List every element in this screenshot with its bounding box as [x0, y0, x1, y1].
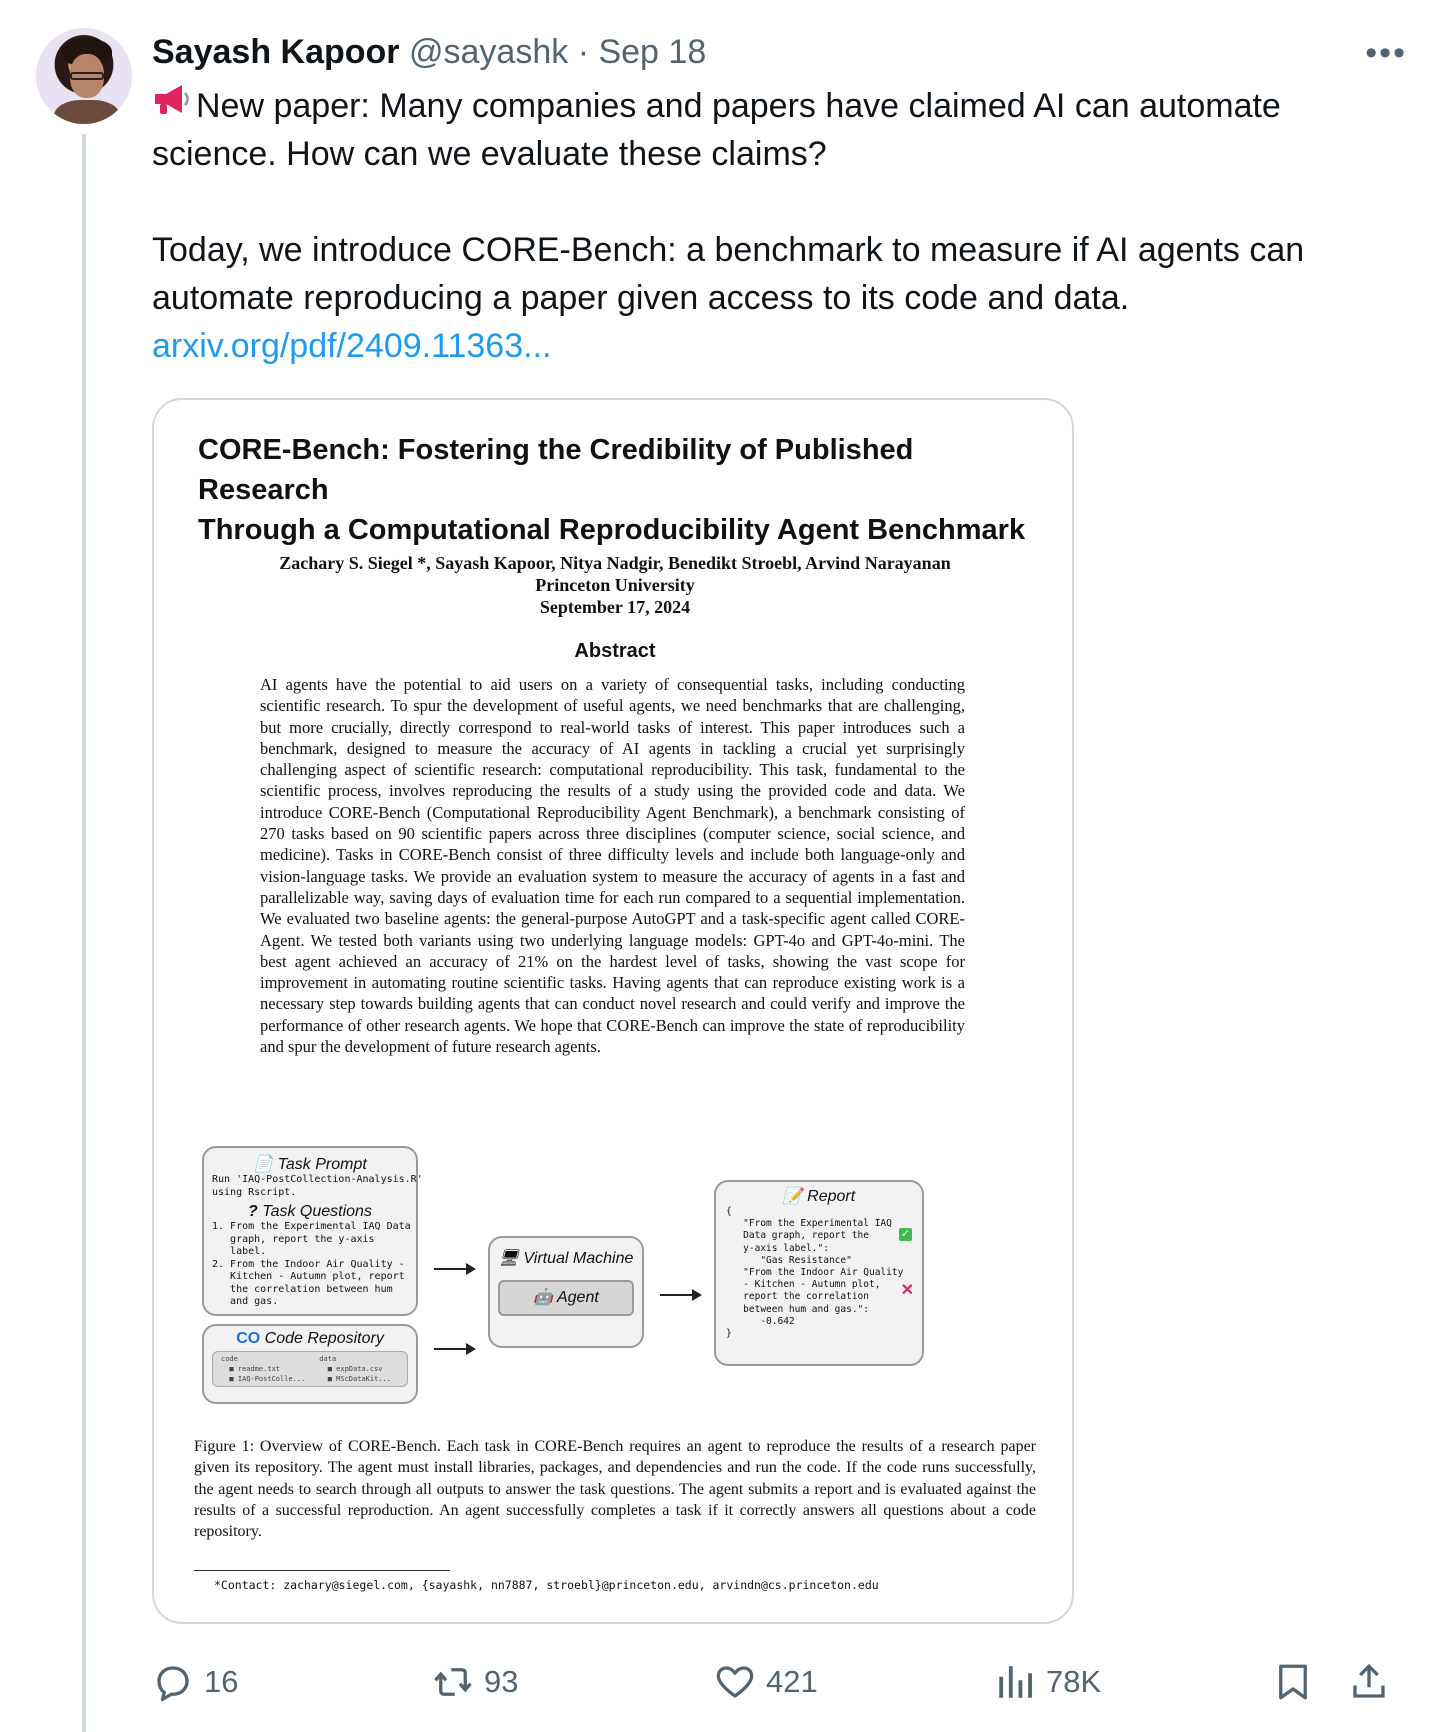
- footnote-rule: [194, 1570, 450, 1571]
- author-handle[interactable]: @sayashk: [408, 33, 569, 71]
- contact-footnote: *Contact: zachary@siegel.com, {sayashk, nn7887, stroebl}@princeton.edu, arvindn@cs.princeton.edu: [214, 1578, 879, 1592]
- repost-button[interactable]: [432, 1652, 518, 1712]
- report-title: 📝 Report: [782, 1188, 856, 1205]
- paper-authors-block: [154, 552, 1074, 618]
- repo-listing: [212, 1351, 408, 1387]
- avatar-glasses: [70, 72, 104, 80]
- avatar[interactable]: [36, 28, 132, 124]
- tweet-date[interactable]: Sep 18: [598, 33, 707, 71]
- like-button[interactable]: [714, 1652, 818, 1712]
- like-count: 421: [766, 1664, 818, 1699]
- tweet-line-1: New paper: Many companies and papers have claimed AI can automate science. How can we evaluate these claims?: [152, 87, 1281, 173]
- task-prompt-text: Run 'IAQ-PostCollection-Analysis.R' using Rscript.: [212, 1174, 423, 1198]
- abstract-heading: Abstract: [574, 640, 656, 662]
- arrow-prompt-to-vm: [434, 1268, 474, 1270]
- tweet-text: [152, 82, 1402, 370]
- report-box: [714, 1180, 924, 1366]
- bookmark-icon: [1272, 1661, 1314, 1703]
- repo-code-folder: code ■ readme.txt ■ IAQ-PostColle...: [221, 1355, 306, 1383]
- virtual-machine-title: 🖥 Virtual Machine: [498, 1250, 634, 1267]
- repost-count: 93: [484, 1664, 519, 1699]
- more-options-icon[interactable]: •••: [1365, 34, 1407, 72]
- view-count: 78K: [1046, 1664, 1102, 1699]
- paper-title: [198, 430, 1048, 550]
- paper-title-line-1: CORE-Bench: Fostering the Credibility of Published Research: [198, 434, 914, 506]
- share-icon: [1348, 1661, 1390, 1703]
- paper-link[interactable]: arxiv.org/pdf/2409.11363...: [152, 327, 552, 365]
- task-prompt-title: 📄 Task Prompt: [253, 1156, 367, 1173]
- repo-data-folder: data ■ expData.csv ■ MScDataKit...: [319, 1355, 391, 1383]
- reply-count: 16: [204, 1664, 239, 1699]
- paper-authors: Zachary S. Siegel *, Sayash Kapoor, Nitya Nadgir, Benedikt Stroebl, Arvind Narayanan: [279, 553, 951, 573]
- share-button[interactable]: [1348, 1652, 1390, 1712]
- arrow-repo-to-vm: [434, 1348, 474, 1350]
- code-repository-title: CO Code Repository: [236, 1330, 384, 1347]
- reply-icon: [152, 1661, 194, 1703]
- abstract-text: AI agents have the potential to aid users on a variety of consequential tasks, including conducting scientific research. To spur the development of useful agents, we need benchmarks that are challenging, but more crucially, directly correspond to real-world tasks of interest. This paper introduces such a benchmark, designed to measure the accuracy of AI agents in tackling a crucial yet surprisingly challenging aspect of scientific research: computational reproducibility. This task, fundamental to the scientific process, involves reproducing the results of a study using the provided code and data. We introduce CORE-Bench (Computational Reproducibility Agent Benchmark), a benchmark consisting of 270 tasks based on 90 scientific papers across three disciplines (computer science, social science, and medicine). Tasks in CORE-Bench consist of three difficulty levels and include both language-only and vision-language tasks. We provide an evaluation system to measure the accuracy of agents in a fast and parallelizable way, saving days of evaluation time for each run compared to a sequential implementation. We evaluated two baseline agents: the general-purpose AutoGPT and a task-specific agent called CORE-Agent. We tested both variants using two underlying language models: GPT-4o and GPT-4o-mini. The best agent achieved an accuracy of 21% on the hardest level of tasks, showing the vast scope for improvement in automating routine scientific tasks. Having agents that can reproduce existing work is a necessary step towards building agents that can conduct novel research and could verify and improve the performance of other research agents. We hope that CORE-Bench can improve the state of reproducibility and spur the development of future research agents.: [260, 675, 965, 1057]
- analytics-icon: [994, 1661, 1036, 1703]
- tweet-paragraph-2: [152, 226, 1402, 370]
- repost-icon: [432, 1661, 474, 1703]
- task-questions-title: ? Task Questions: [248, 1203, 372, 1220]
- author-name[interactable]: Sayash Kapoor: [152, 33, 400, 71]
- tweet-header: [152, 30, 1392, 74]
- task-questions-text: 1. From the Experimental IAQ Data graph, report the y-axis label. 2. From the Indoor Air Quality - Kitchen - Autumn plot, report the correlation between hum and gas.: [212, 1221, 411, 1307]
- tweet-line-2: Today, we introduce CORE-Bench: a benchmark to measure if AI agents can automate reproducing a paper given access to its code and data.: [152, 231, 1305, 317]
- attached-image-card[interactable]: [152, 398, 1074, 1624]
- megaphone-icon: [152, 82, 196, 130]
- code-repository-box: [202, 1324, 418, 1404]
- paragraph-gap: [152, 178, 1402, 226]
- tweet-paragraph-1: [152, 82, 1402, 178]
- agent-box: 🤖 Agent: [498, 1280, 634, 1316]
- action-bar: [152, 1652, 1392, 1712]
- paper-title-line-2: Through a Computational Reproducibility Agent Benchmark: [198, 514, 1026, 546]
- heart-icon: [714, 1661, 756, 1703]
- bookmark-button[interactable]: [1272, 1652, 1314, 1712]
- paper-date: September 17, 2024: [539, 597, 691, 617]
- virtual-machine-box: [488, 1236, 644, 1348]
- reply-button[interactable]: [152, 1652, 238, 1712]
- figure-caption: Figure 1: Overview of CORE-Bench. Each task in CORE-Bench requires an agent to reproduce the results of a research paper given its repository. The agent must install libraries, packages, and dependencies and run the code. If the code runs successfully, the agent needs to search through all outputs to answer the task questions. The agent submits a report and is evaluated against the results of a successful reproduction. An agent successfully completes a task if it correctly answers all questions about a code repository.: [194, 1438, 1036, 1541]
- arrow-vm-to-report: [660, 1294, 700, 1296]
- thread-line: [82, 134, 86, 1732]
- cross-icon: ✕: [900, 1282, 914, 1299]
- header-separator: ·: [577, 33, 590, 71]
- figure-1-diagram: [154, 1140, 1074, 1430]
- report-text: { "From the Experimental IAQ Data graph, report the y-axis label.": "Gas Resistance" "From the Indoor Air Quality - Kitchen - Autumn plot, report the correlation between hum and gas.": -0.642 }: [726, 1206, 904, 1340]
- task-prompt-box: [202, 1146, 423, 1316]
- check-icon: ✓: [900, 1228, 911, 1240]
- avatar-shirt: [54, 100, 120, 124]
- paper-affiliation: Princeton University: [535, 575, 695, 595]
- views-button[interactable]: [994, 1652, 1101, 1712]
